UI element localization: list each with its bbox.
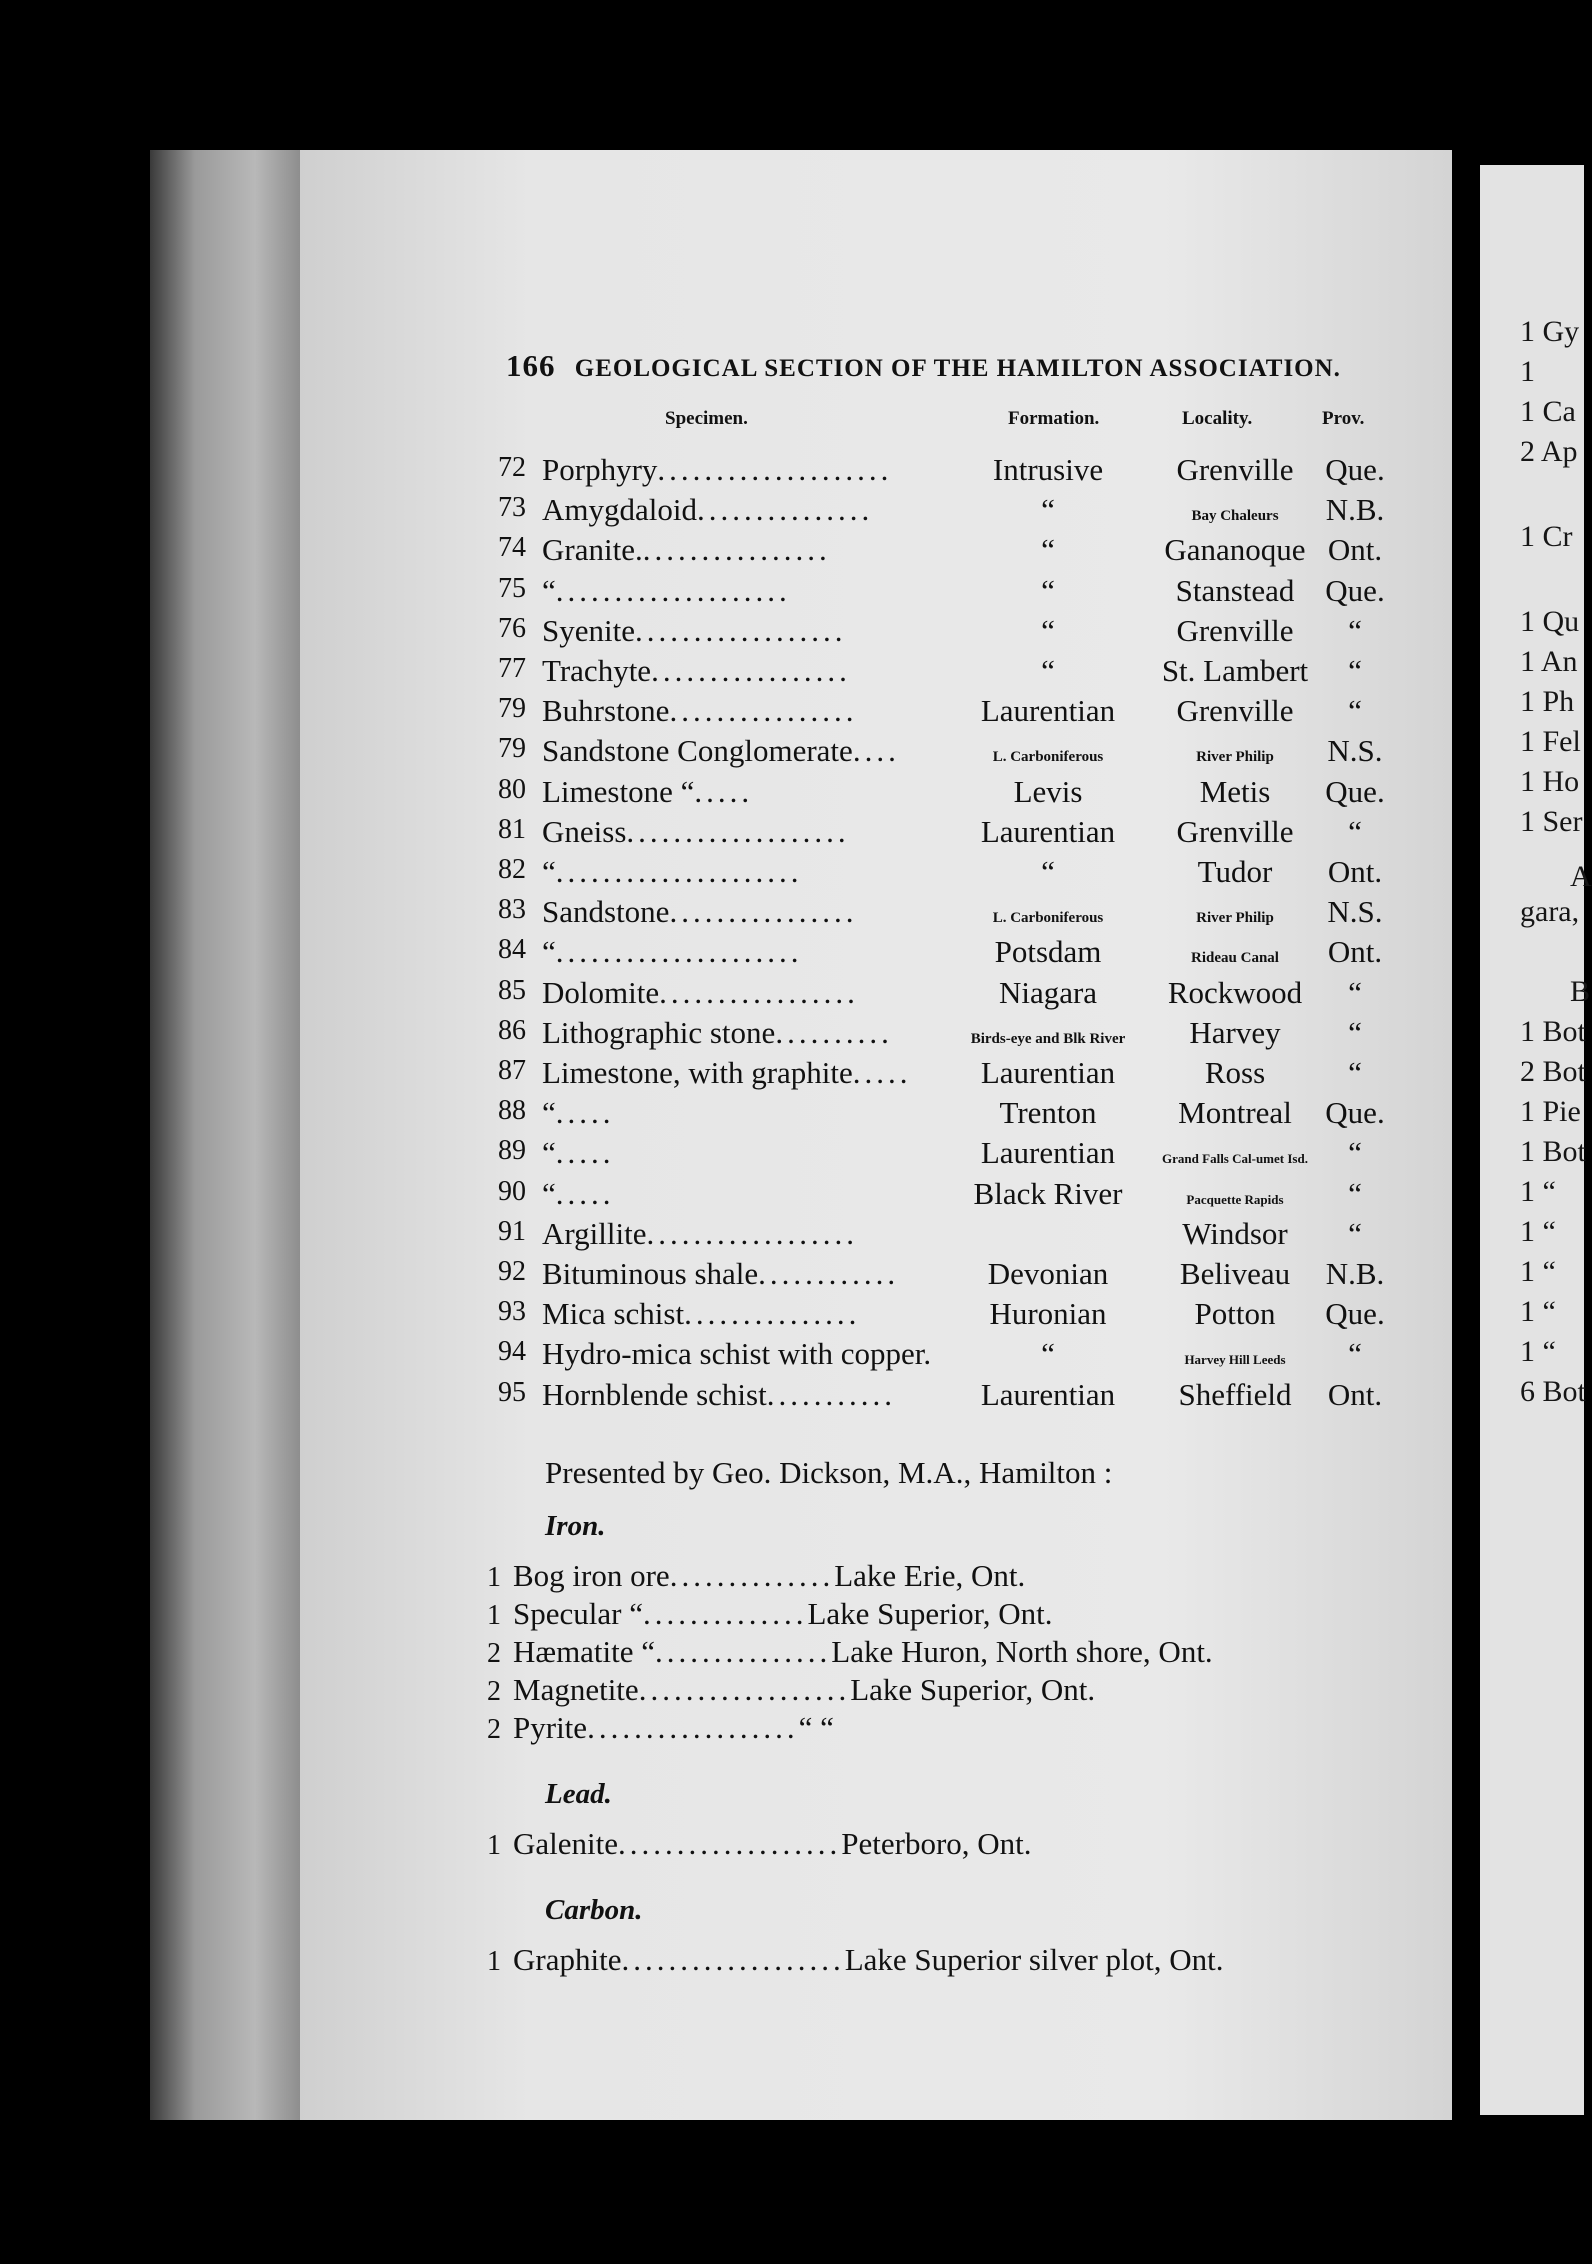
table-row	[498, 573, 1398, 611]
leader-dots: .....................	[555, 854, 803, 889]
leader-dots: ...........	[766, 1376, 896, 1412]
locality-cell	[1150, 1135, 1320, 1171]
leader-dots: .....................	[555, 934, 803, 970]
facing-page-text: 1	[1520, 355, 1535, 388]
leader-dots: ....	[852, 733, 900, 769]
formation-cell	[938, 573, 1158, 609]
province-cell: Ont.	[1327, 854, 1383, 889]
formation-text: Intrusive	[992, 452, 1104, 487]
table-row	[498, 1135, 1398, 1173]
item-name: Specular “	[513, 1596, 643, 1631]
locality-text: Beliveau	[1179, 1256, 1291, 1291]
leader-dots: ...............	[697, 492, 874, 528]
table-row	[498, 854, 1398, 892]
province-cell: N.S.	[1327, 894, 1383, 930]
locality-text: Bay Chaleurs	[1191, 508, 1279, 525]
province-cell: Ont.	[1327, 532, 1383, 568]
table-row	[498, 1015, 1398, 1053]
item-count: 1	[487, 1830, 501, 1861]
province-cell: Que.	[1325, 1296, 1385, 1332]
locality-cell	[1150, 573, 1320, 609]
item-name: Bog iron ore	[513, 1558, 670, 1593]
locality-cell	[1150, 854, 1320, 890]
facing-page-text: 6 Bot	[1520, 1375, 1586, 1408]
table-row	[498, 613, 1398, 651]
table-row	[498, 1377, 1398, 1415]
formation-text: L. Carboniferous	[992, 910, 1104, 927]
item-count: 2	[487, 1714, 501, 1745]
formation-text: Trenton	[999, 1095, 1097, 1131]
specimen-label: Mica schist	[542, 1296, 685, 1332]
leader-dots: .....	[852, 1055, 912, 1090]
specimen-label: Dolomite	[542, 974, 660, 1010]
specimen-number: 84	[498, 934, 526, 966]
locality-cell	[1150, 1055, 1320, 1091]
locality-cell	[1150, 693, 1320, 729]
leader-dots: ..................	[638, 1672, 851, 1707]
locality-text: Grenville	[1176, 612, 1294, 648]
leader-dots: ..........	[775, 1014, 893, 1050]
locality-cell	[1150, 774, 1320, 810]
leader-dots: .....	[694, 773, 754, 809]
list-item	[487, 1710, 834, 1746]
section-heading: Lead.	[545, 1778, 612, 1810]
specimen-label: Porphyry	[542, 452, 658, 487]
locality-text: Grenville	[1176, 693, 1294, 729]
facing-page-text: 2 Ap	[1520, 435, 1578, 468]
specimen-number: 87	[498, 1055, 526, 1086]
formation-cell	[938, 975, 1158, 1011]
specimen-number: 74	[498, 532, 526, 564]
specimen-number: 80	[498, 773, 526, 805]
formation-cell	[938, 1336, 1158, 1372]
item-count: 1	[487, 1946, 501, 1977]
formation-text: Laurentian	[980, 693, 1116, 729]
specimen-number: 85	[498, 974, 526, 1006]
specimen-label: Lithographic stone	[542, 1014, 776, 1050]
leader-dots: ..................	[635, 612, 847, 648]
table-row	[498, 1055, 1398, 1093]
table-row	[498, 1256, 1398, 1294]
formation-cell	[938, 492, 1158, 528]
formation-text: “	[1041, 1336, 1055, 1372]
table-row	[498, 1095, 1398, 1133]
specimen-label: Amygdaloid	[542, 492, 697, 528]
item-count: 1	[487, 1562, 501, 1593]
leader-dots: ....................	[555, 572, 791, 608]
formation-cell	[938, 733, 1158, 769]
specimen-number: 82	[498, 854, 526, 885]
province-cell: “	[1348, 1135, 1362, 1171]
province-cell: “	[1348, 1055, 1362, 1090]
specimen-label: Limestone “	[542, 773, 695, 809]
specimen-label: Hornblende schist	[542, 1376, 767, 1412]
specimen-number: 72	[498, 452, 526, 483]
table-row	[498, 452, 1398, 490]
table-row	[498, 532, 1398, 570]
leader-dots: .................	[651, 653, 851, 688]
formation-text: Black River	[973, 1175, 1123, 1211]
facing-page-text: 1 An	[1520, 645, 1578, 678]
locality-cell	[1150, 653, 1320, 689]
locality-text: Sheffield	[1178, 1376, 1292, 1412]
table-row	[498, 733, 1398, 771]
locality-cell	[1150, 1336, 1320, 1372]
formation-text: Niagara	[998, 974, 1098, 1010]
facing-page-text: 1 Ph	[1520, 685, 1575, 718]
specimen-number: 75	[498, 572, 526, 604]
facing-page-text: 1 Cr	[1520, 520, 1573, 553]
province-cell: “	[1348, 653, 1362, 688]
table-row	[498, 975, 1398, 1013]
locality-cell	[1150, 1015, 1320, 1051]
formation-cell	[938, 774, 1158, 810]
facing-page-text: 1 Pie	[1520, 1095, 1581, 1128]
specimen-label: Sandstone Conglomerate	[542, 733, 853, 769]
facing-page-text: 1 Qu	[1520, 605, 1580, 638]
table-row	[498, 693, 1398, 731]
facing-page-text: 1 Fel	[1520, 725, 1581, 758]
formation-text: “	[1041, 532, 1055, 568]
section-heading: Iron.	[545, 1510, 606, 1542]
specimen-number: 81	[498, 813, 526, 845]
formation-text: Birds-eye and Blk River	[970, 1030, 1126, 1047]
locality-text: Harvey Hill Leeds	[1184, 1352, 1286, 1368]
leader-dots: ...................	[621, 1942, 845, 1977]
item-name: Galenite	[513, 1826, 619, 1861]
specimen-number: 94	[498, 1336, 526, 1368]
leader-dots: ................	[669, 894, 858, 930]
item-place: Lake Erie, Ont.	[834, 1558, 1026, 1593]
col-header-formation: Formation.	[1008, 408, 1100, 429]
facing-page-text: 1 Ser	[1520, 805, 1583, 838]
province-cell: “	[1348, 1014, 1362, 1050]
list-item	[487, 1826, 1032, 1862]
presented-by: Presented by Geo. Dickson, M.A., Hamilton :	[545, 1455, 1113, 1490]
col-header-prov: Prov.	[1322, 408, 1365, 429]
facing-page-edge	[1480, 165, 1592, 2115]
list-item	[487, 1672, 1095, 1708]
locality-text: Grenville	[1176, 813, 1294, 849]
specimen-number: 77	[498, 653, 526, 684]
facing-page-text: 1 Bot	[1520, 1015, 1586, 1048]
specimen-label: “	[542, 934, 556, 970]
facing-page-text: B	[1570, 975, 1591, 1008]
leader-dots: ...................	[626, 813, 850, 849]
leader-dots: ................	[642, 532, 831, 568]
formation-cell	[938, 1296, 1158, 1332]
list-item	[487, 1596, 1052, 1632]
facing-page-text: 1 Ho	[1520, 765, 1580, 798]
specimen-number: 73	[498, 492, 526, 524]
leader-dots: ..............	[642, 1596, 808, 1631]
locality-text: Stanstead	[1175, 572, 1295, 608]
table-row	[498, 774, 1398, 812]
formation-cell	[938, 1135, 1158, 1171]
formation-cell	[938, 653, 1158, 689]
specimen-number: 79	[498, 733, 526, 765]
item-count: 2	[487, 1676, 501, 1707]
leader-dots: .....	[555, 1135, 615, 1171]
formation-cell	[938, 532, 1158, 568]
facing-page-text: 1 “	[1520, 1175, 1556, 1208]
formation-text: Potsdam	[994, 934, 1102, 970]
locality-text: Rockwood	[1167, 974, 1303, 1010]
item-name: Pyrite	[513, 1710, 588, 1745]
locality-text: St. Lambert	[1161, 653, 1309, 688]
province-cell: “	[1348, 1175, 1362, 1211]
specimen-label: Sandstone	[542, 894, 670, 930]
province-cell: “	[1348, 1215, 1362, 1251]
formation-cell	[938, 1095, 1158, 1131]
locality-cell	[1150, 532, 1320, 568]
item-count: 2	[487, 1638, 501, 1669]
formation-text: Laurentian	[980, 813, 1116, 849]
leader-dots: ....................	[657, 452, 893, 487]
item-place: Lake Superior, Ont.	[850, 1672, 1096, 1707]
facing-page-text: gara,	[1520, 895, 1580, 928]
book-spine-shadow	[150, 150, 300, 2120]
item-place: Lake Superior silver plot, Ont.	[844, 1942, 1224, 1977]
province-cell: “	[1348, 974, 1362, 1010]
locality-cell	[1150, 613, 1320, 649]
leader-dots: ................	[669, 693, 858, 729]
locality-text: River Philip	[1196, 910, 1274, 927]
formation-cell	[938, 1055, 1158, 1091]
formation-text: Laurentian	[980, 1055, 1116, 1090]
locality-text: Harvey	[1189, 1014, 1281, 1050]
list-item	[487, 1558, 1025, 1594]
facing-page-text: 1 Bot	[1520, 1135, 1586, 1168]
formation-cell	[938, 814, 1158, 850]
leader-dots: .....	[555, 1175, 615, 1211]
locality-text: Rideau Canal	[1191, 950, 1279, 967]
specimen-label: “	[542, 854, 556, 889]
facing-page-text: 1 Gy	[1520, 315, 1580, 348]
locality-cell	[1150, 934, 1320, 970]
locality-cell	[1150, 452, 1320, 488]
province-cell: “	[1348, 693, 1362, 729]
specimen-number: 88	[498, 1095, 526, 1127]
leader-dots: ...................	[618, 1826, 842, 1861]
table-row	[498, 653, 1398, 691]
leader-dots: .....	[555, 1095, 615, 1131]
locality-cell	[1150, 492, 1320, 528]
leader-dots: ..................	[646, 1215, 858, 1251]
locality-text: Metis	[1199, 773, 1271, 809]
province-cell: Ont.	[1327, 1376, 1383, 1412]
province-cell: Que.	[1325, 773, 1385, 809]
locality-cell	[1150, 894, 1320, 930]
locality-text: Grenville	[1176, 452, 1294, 487]
specimen-label: Argillite	[542, 1215, 647, 1251]
province-cell: “	[1348, 813, 1362, 849]
province-cell: N.B.	[1325, 1256, 1385, 1291]
specimen-number: 95	[498, 1376, 526, 1408]
col-header-specimen: Specimen.	[665, 408, 748, 429]
specimen-label: Limestone, with graphite	[542, 1055, 853, 1090]
table-row	[498, 934, 1398, 972]
facing-page-text: 1 “	[1520, 1335, 1556, 1368]
item-name: Graphite	[513, 1942, 622, 1977]
locality-cell	[1150, 733, 1320, 769]
specimen-number: 93	[498, 1296, 526, 1328]
locality-text: Gananoque	[1164, 532, 1306, 568]
table-row	[498, 1336, 1398, 1374]
formation-text: Laurentian	[980, 1376, 1116, 1412]
formation-text: “	[1041, 492, 1055, 528]
locality-text: Montreal	[1178, 1095, 1292, 1131]
facing-page-text: 2 Bot	[1520, 1055, 1586, 1088]
table-row	[498, 894, 1398, 932]
locality-text: Windsor	[1182, 1215, 1288, 1251]
specimen-number: 86	[498, 1014, 526, 1046]
formation-cell	[938, 1176, 1158, 1212]
province-cell: Ont.	[1327, 934, 1383, 970]
specimen-label: Trachyte	[542, 653, 652, 688]
leader-dots: ...............	[655, 1634, 832, 1669]
formation-cell	[938, 693, 1158, 729]
specimen-number: 92	[498, 1256, 526, 1287]
specimen-label: “	[542, 1135, 556, 1171]
formation-cell	[938, 1256, 1158, 1292]
specimen-label: Buhrstone	[542, 693, 670, 729]
province-cell: Que.	[1325, 1095, 1385, 1131]
specimen-number: 83	[498, 894, 526, 926]
table-row	[498, 814, 1398, 852]
locality-text: Grand Falls Cal-umet Isd.	[1162, 1151, 1308, 1167]
locality-cell	[1150, 1095, 1320, 1131]
col-header-locality: Locality.	[1182, 408, 1253, 429]
locality-cell	[1150, 975, 1320, 1011]
item-name: Magnetite	[513, 1672, 639, 1707]
specimen-number: 89	[498, 1135, 526, 1167]
table-row	[498, 1216, 1398, 1254]
specimen-label: “	[542, 1175, 556, 1211]
locality-cell	[1150, 814, 1320, 850]
item-name: Hæmatite “	[513, 1634, 656, 1669]
specimen-label: Granite.	[542, 532, 643, 568]
formation-text: Huronian	[989, 1296, 1107, 1332]
facing-page-text: 1 “	[1520, 1215, 1556, 1248]
locality-cell	[1150, 1256, 1320, 1292]
province-cell: “	[1348, 1336, 1362, 1372]
specimen-number: 91	[498, 1215, 526, 1247]
formation-cell	[938, 613, 1158, 649]
facing-page-text: 1 Ca	[1520, 395, 1576, 428]
table-row	[498, 1296, 1398, 1334]
locality-cell	[1150, 1296, 1320, 1332]
formation-text: L. Carboniferous	[992, 749, 1104, 766]
formation-cell	[938, 894, 1158, 930]
leader-dots: ..............	[669, 1558, 835, 1593]
running-head	[506, 348, 1341, 384]
specimen-label: Syenite	[542, 612, 635, 648]
facing-page-text: 1 “	[1520, 1295, 1556, 1328]
list-item	[487, 1942, 1224, 1978]
formation-text: Devonian	[987, 1256, 1109, 1291]
item-place: “ “	[798, 1710, 834, 1745]
locality-text: Tudor	[1197, 854, 1273, 889]
locality-text: Potton	[1194, 1296, 1276, 1332]
specimen-number: 90	[498, 1175, 526, 1207]
section-heading: Carbon.	[545, 1894, 643, 1926]
item-place: Lake Huron, North shore, Ont.	[831, 1634, 1213, 1669]
specimen-number: 79	[498, 693, 526, 725]
leader-dots: ...............	[684, 1296, 861, 1332]
formation-text: “	[1041, 612, 1055, 648]
province-cell: N.S.	[1327, 733, 1383, 769]
leader-dots: ..................	[587, 1710, 799, 1745]
item-count: 1	[487, 1600, 501, 1631]
locality-text: River Philip	[1196, 749, 1274, 766]
specimen-label: Gneiss	[542, 813, 627, 849]
formation-text: “	[1041, 854, 1055, 889]
province-cell: Que.	[1325, 452, 1385, 487]
specimen-label: “	[542, 572, 556, 608]
leader-dots: ............	[758, 1256, 900, 1291]
specimen-number: 76	[498, 612, 526, 644]
formation-text: “	[1041, 653, 1055, 688]
formation-text: Laurentian	[980, 1135, 1116, 1171]
formation-cell	[938, 1377, 1158, 1413]
formation-cell	[938, 854, 1158, 890]
specimen-label: “	[542, 1095, 556, 1131]
locality-cell	[1150, 1176, 1320, 1212]
province-cell: “	[1348, 612, 1362, 648]
page-number: 166	[506, 348, 556, 383]
list-item	[487, 1634, 1213, 1670]
table-row	[498, 492, 1398, 530]
running-head-title: GEOLOGICAL SECTION OF THE HAMILTON ASSOCIATION.	[574, 355, 1341, 382]
facing-page-text: A	[1570, 860, 1592, 893]
locality-text: Ross	[1204, 1055, 1266, 1090]
table-row	[498, 1176, 1398, 1214]
locality-cell	[1150, 1377, 1320, 1413]
specimen-label: Bituminous shale	[542, 1256, 759, 1291]
facing-page-text: 1 “	[1520, 1255, 1556, 1288]
formation-cell	[938, 934, 1158, 970]
locality-text: Pacquette Rapids	[1186, 1191, 1284, 1207]
leader-dots: .................	[659, 974, 859, 1010]
formation-cell	[938, 452, 1158, 488]
item-place: Lake Superior, Ont.	[807, 1596, 1053, 1631]
formation-text: Levis	[1013, 773, 1083, 809]
province-cell: N.B.	[1325, 492, 1385, 528]
formation-text: “	[1041, 572, 1055, 608]
item-place: Peterboro, Ont.	[841, 1826, 1032, 1861]
formation-cell	[938, 1015, 1158, 1051]
province-cell: Que.	[1325, 572, 1385, 608]
locality-cell	[1150, 1216, 1320, 1252]
specimen-label: Hydro-mica schist with copper.	[542, 1336, 932, 1372]
